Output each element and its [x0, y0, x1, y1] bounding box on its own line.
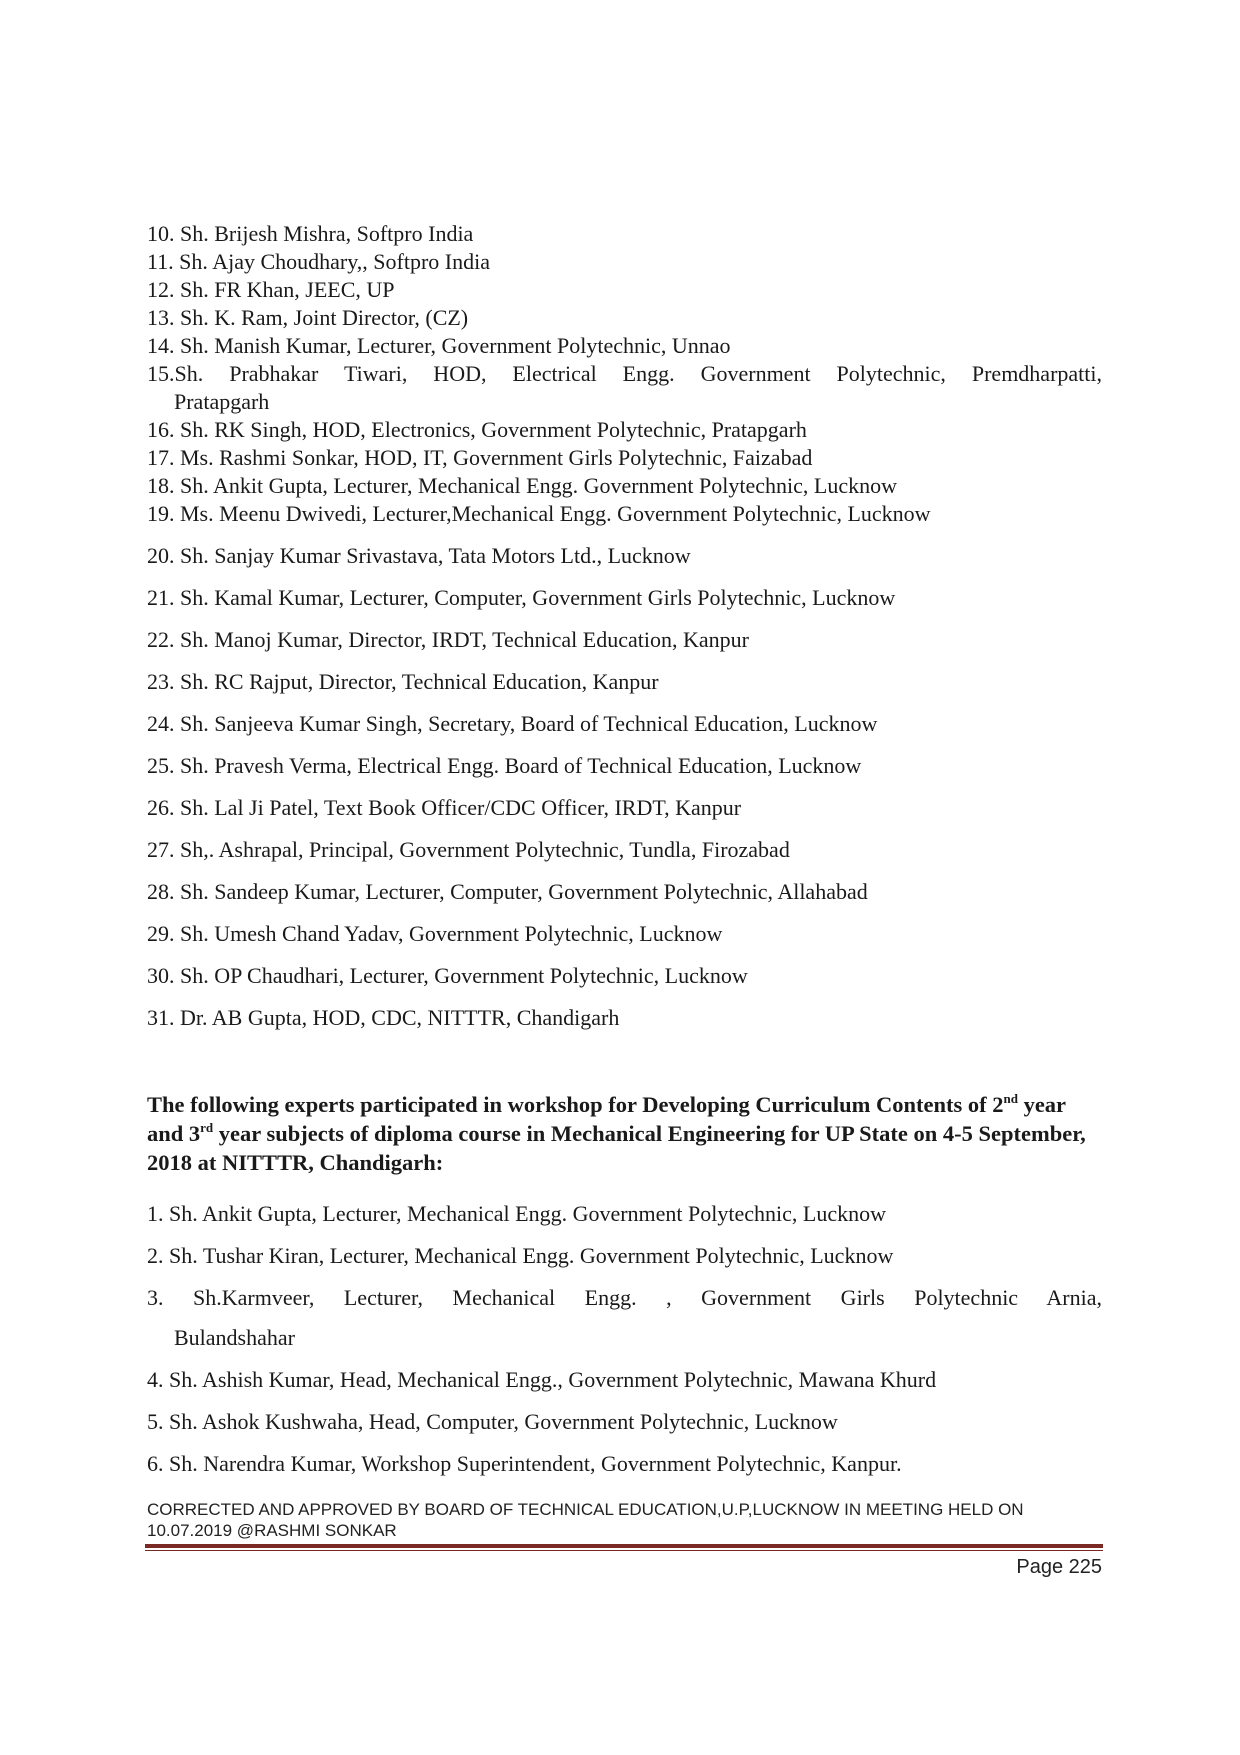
footer-divider-thin [145, 1550, 1103, 1551]
list-item: 17. Ms. Rashmi Sonkar, HOD, IT, Government Girls Polytechnic, Faizabad [147, 445, 813, 470]
list-item: 30. Sh. OP Chaudhari, Lecturer, Government Polytechnic, Lucknow [147, 963, 748, 988]
section-heading: The following experts participated in workshop for Developing Curriculum Contents of 2nd year and 3rd year subjects of diploma course in Mechanical Engineering for UP State on 4-5 September, 2018 at NITTTR, Chandigarh: [147, 1091, 1086, 1175]
list-item [147, 1284, 1102, 1352]
list-item: 18. Sh. Ankit Gupta, Lecturer, Mechanical Engg. Government Polytechnic, Lucknow [147, 473, 897, 498]
list-item-continuation: Bulandshahar [174, 1325, 295, 1350]
list-item: 24. Sh. Sanjeeva Kumar Singh, Secretary, Board of Technical Education, Lucknow [147, 711, 878, 736]
list-item: 23. Sh. RC Rajput, Director, Technical Education, Kanpur [147, 669, 659, 694]
list-item-text: 15.Sh. Prabhakar Tiwari, HOD, Electrical Engg. Government Polytechnic, Premdharpatti, [147, 361, 1102, 386]
list-item-continuation: Pratapgarh [174, 389, 270, 414]
list-item: 2. Sh. Tushar Kiran, Lecturer, Mechanical Engg. Government Polytechnic, Lucknow [147, 1243, 894, 1268]
footer-note: CORRECTED AND APPROVED BY BOARD OF TECHNICAL EDUCATION,U.P,LUCKNOW IN MEETING HELD ON 10.07.2019 @RASHMI SONKAR [147, 1500, 1024, 1540]
list-item: 13. Sh. K. Ram, Joint Director, (CZ) [147, 305, 469, 330]
expert-list-second [147, 1200, 1102, 1492]
list-item: 12. Sh. FR Khan, JEEC, UP [147, 277, 395, 302]
list-item: 6. Sh. Narendra Kumar, Workshop Superintendent, Government Polytechnic, Kanpur. [147, 1451, 902, 1476]
list-item: 20. Sh. Sanjay Kumar Srivastava, Tata Motors Ltd., Lucknow [147, 543, 691, 568]
list-item: 31. Dr. AB Gupta, HOD, CDC, NITTTR, Chandigarh [147, 1005, 620, 1030]
page-number: Page 225 [1016, 1556, 1102, 1578]
list-item: 1. Sh. Ankit Gupta, Lecturer, Mechanical Engg. Government Polytechnic, Lucknow [147, 1201, 886, 1226]
list-item: 29. Sh. Umesh Chand Yadav, Government Polytechnic, Lucknow [147, 921, 723, 946]
list-item: 27. Sh,. Ashrapal, Principal, Government Polytechnic, Tundla, Firozabad [147, 837, 790, 862]
list-item: 19. Ms. Meenu Dwivedi, Lecturer,Mechanical Engg. Government Polytechnic, Lucknow [147, 501, 931, 526]
list-item: 10. Sh. Brijesh Mishra, Softpro India [147, 221, 474, 246]
list-item [147, 360, 1102, 416]
list-item: 11. Sh. Ajay Choudhary,, Softpro India [147, 249, 491, 274]
list-item: 26. Sh. Lal Ji Patel, Text Book Officer/CDC Officer, IRDT, Kanpur [147, 795, 742, 820]
list-item: 28. Sh. Sandeep Kumar, Lecturer, Computer, Government Polytechnic, Allahabad [147, 879, 868, 904]
list-item: 22. Sh. Manoj Kumar, Director, IRDT, Technical Education, Kanpur [147, 627, 749, 652]
list-item: 4. Sh. Ashish Kumar, Head, Mechanical Engg., Government Polytechnic, Mawana Khurd [147, 1367, 937, 1392]
list-item: 14. Sh. Manish Kumar, Lecturer, Government Polytechnic, Unnao [147, 333, 731, 358]
footer-divider [145, 1544, 1103, 1548]
list-item: 5. Sh. Ashok Kushwaha, Head, Computer, Government Polytechnic, Lucknow [147, 1409, 838, 1434]
list-item: 16. Sh. RK Singh, HOD, Electronics, Government Polytechnic, Pratapgarh [147, 417, 807, 442]
expert-list-first [147, 220, 1102, 1046]
list-item: 25. Sh. Pravesh Verma, Electrical Engg. Board of Technical Education, Lucknow [147, 753, 862, 778]
list-item-text: 3. Sh.Karmveer, Lecturer, Mechanical Engg. , Government Girls Polytechnic Arnia, [147, 1285, 1102, 1310]
list-item: 21. Sh. Kamal Kumar, Lecturer, Computer, Government Girls Polytechnic, Lucknow [147, 585, 896, 610]
